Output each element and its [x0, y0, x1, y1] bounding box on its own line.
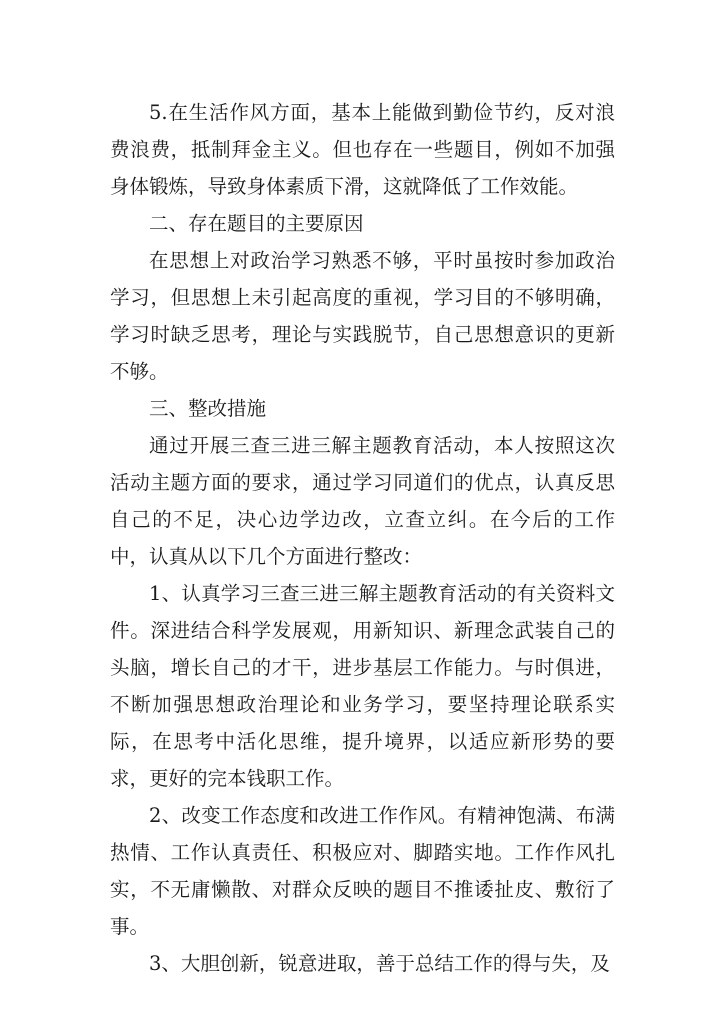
paragraph-measure-2: 2、改变工作态度和改进工作作风。有精神饱满、布满热情、工作认真责任、积极应对、脚踏实地。工作作风扎实，不无庸懒散、对群众反映的题目不推诿扯皮、敷衍了事。	[110, 804, 615, 938]
paragraph-lifestyle: 5.在生活作风方面，基本上能做到勤俭节约，反对浪费浪费，抵制拜金主义。但也存在一些题目，例如不加强身体锻炼，导致身体素质下滑，这就降低了工作效能。	[110, 101, 615, 198]
paragraph-causes: 在思想上对政治学习熟悉不够，平时虽按时参加政治学习，但思想上未引起高度的重视，学习目的不够明确，学习时缺乏思考，理论与实践脱节，自己思想意识的更新不够。	[110, 249, 615, 383]
paragraph-rectification-intro: 通过开展三查三进三解主题教育活动，本人按照这次活动主题方面的要求，通过学习同道们的优点，认真反思自己的不足，决心边学边改，立查立纠。在今后的工作中，认真从以下几个方面进行整改：	[110, 434, 615, 568]
heading-main-causes: 二、存在题目的主要原因	[149, 212, 364, 235]
heading-rectification: 三、整改措施	[149, 397, 267, 420]
document-body	[110, 94, 615, 982]
paragraph-measure-1: 1、认真学习三查三进三解主题教育活动的有关资料文件。深进结合科学发展观，用新知识、新理念武装自己的头脑，增长自己的才干，进步基层工作能力。与时俱进，不断加强思想政治理论和业务学习，要坚持理论联系实际，在思考中活化思维，提升境界，以适应新形势的要求，更好的完本钱职工作。	[110, 582, 615, 790]
paragraph-measure-3: 3、大胆创新，锐意进取，善于总结工作的得与失，及	[149, 952, 610, 975]
